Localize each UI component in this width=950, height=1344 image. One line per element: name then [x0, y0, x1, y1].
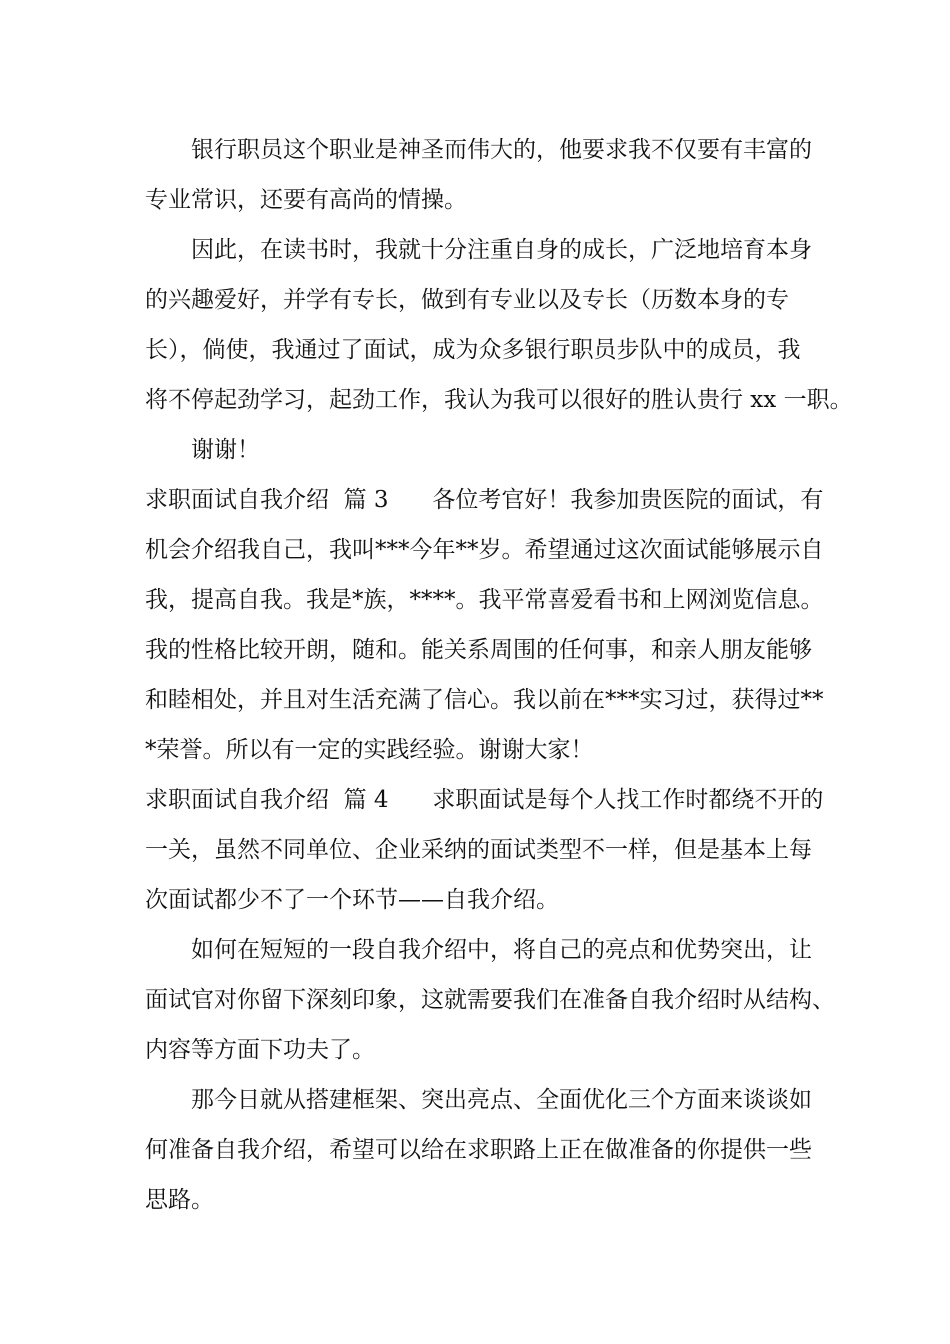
paragraph-line: 我，提高自我。我是*族，****。我平常喜爱看书和上网浏览信息。: [145, 587, 824, 613]
paragraph-line: 银行职员这个职业是神圣而伟大的，他要求我不仅要有丰富的: [191, 137, 812, 163]
paragraph-line: 机会介绍我自己，我叫***今年**岁。希望通过这次面试能够展示自: [145, 537, 824, 563]
paragraph-line: 内容等方面下功夫了。: [145, 1037, 375, 1063]
paragraph-line: 和睦相处，并且对生活充满了信心。我以前在***实习过，获得过**: [145, 687, 824, 713]
paragraph-line: *荣誉。所以有一定的实践经验。谢谢大家！: [145, 737, 594, 763]
paragraph-line: 思路。: [145, 1187, 214, 1213]
paragraph-line: 因此，在读书时，我就十分注重自身的成长，广泛地培育本身: [191, 237, 812, 263]
paragraph-line: 我的性格比较开朗，随和。能关系周围的任何事，和亲人朋友能够: [145, 637, 812, 663]
paragraph-line: 专业常识，还要有高尚的情操。: [145, 187, 467, 213]
section-heading-line: 求职面试自我介绍 篇 3 各位考官好！我参加贵医院的面试，有: [145, 487, 824, 513]
section-heading-line: 求职面试自我介绍 篇 4 求职面试是每个人找工作时都绕不开的: [145, 787, 824, 813]
paragraph-line: 长），倘使，我通过了面试，成为众多银行职员步队中的成员，我: [145, 337, 801, 363]
paragraph-line: 面试官对你留下深刻印象，这就需要我们在准备自我介绍时从结构、: [145, 987, 835, 1013]
paragraph-line: 一关，虽然不同单位、企业采纳的面试类型不一样，但是基本上每: [145, 837, 812, 863]
paragraph-line: 次面试都少不了一个环节——自我介绍。: [145, 887, 559, 913]
paragraph-line: 将不停起劲学习，起劲工作，我认为我可以很好的胜认贵行 xx 一职。: [145, 387, 853, 413]
paragraph-line: 谢谢！: [191, 437, 260, 463]
paragraph-line: 何准备自我介绍，希望可以给在求职路上正在做准备的你提供一些: [145, 1137, 812, 1163]
paragraph-line: 的兴趣爱好，并学有专长，做到有专业以及专长（历数本身的专: [145, 287, 789, 313]
paragraph-line: 那今日就从搭建框架、突出亮点、全面优化三个方面来谈谈如: [191, 1087, 812, 1113]
paragraph-line: 如何在短短的一段自我介绍中，将自己的亮点和优势突出，让: [191, 937, 812, 963]
